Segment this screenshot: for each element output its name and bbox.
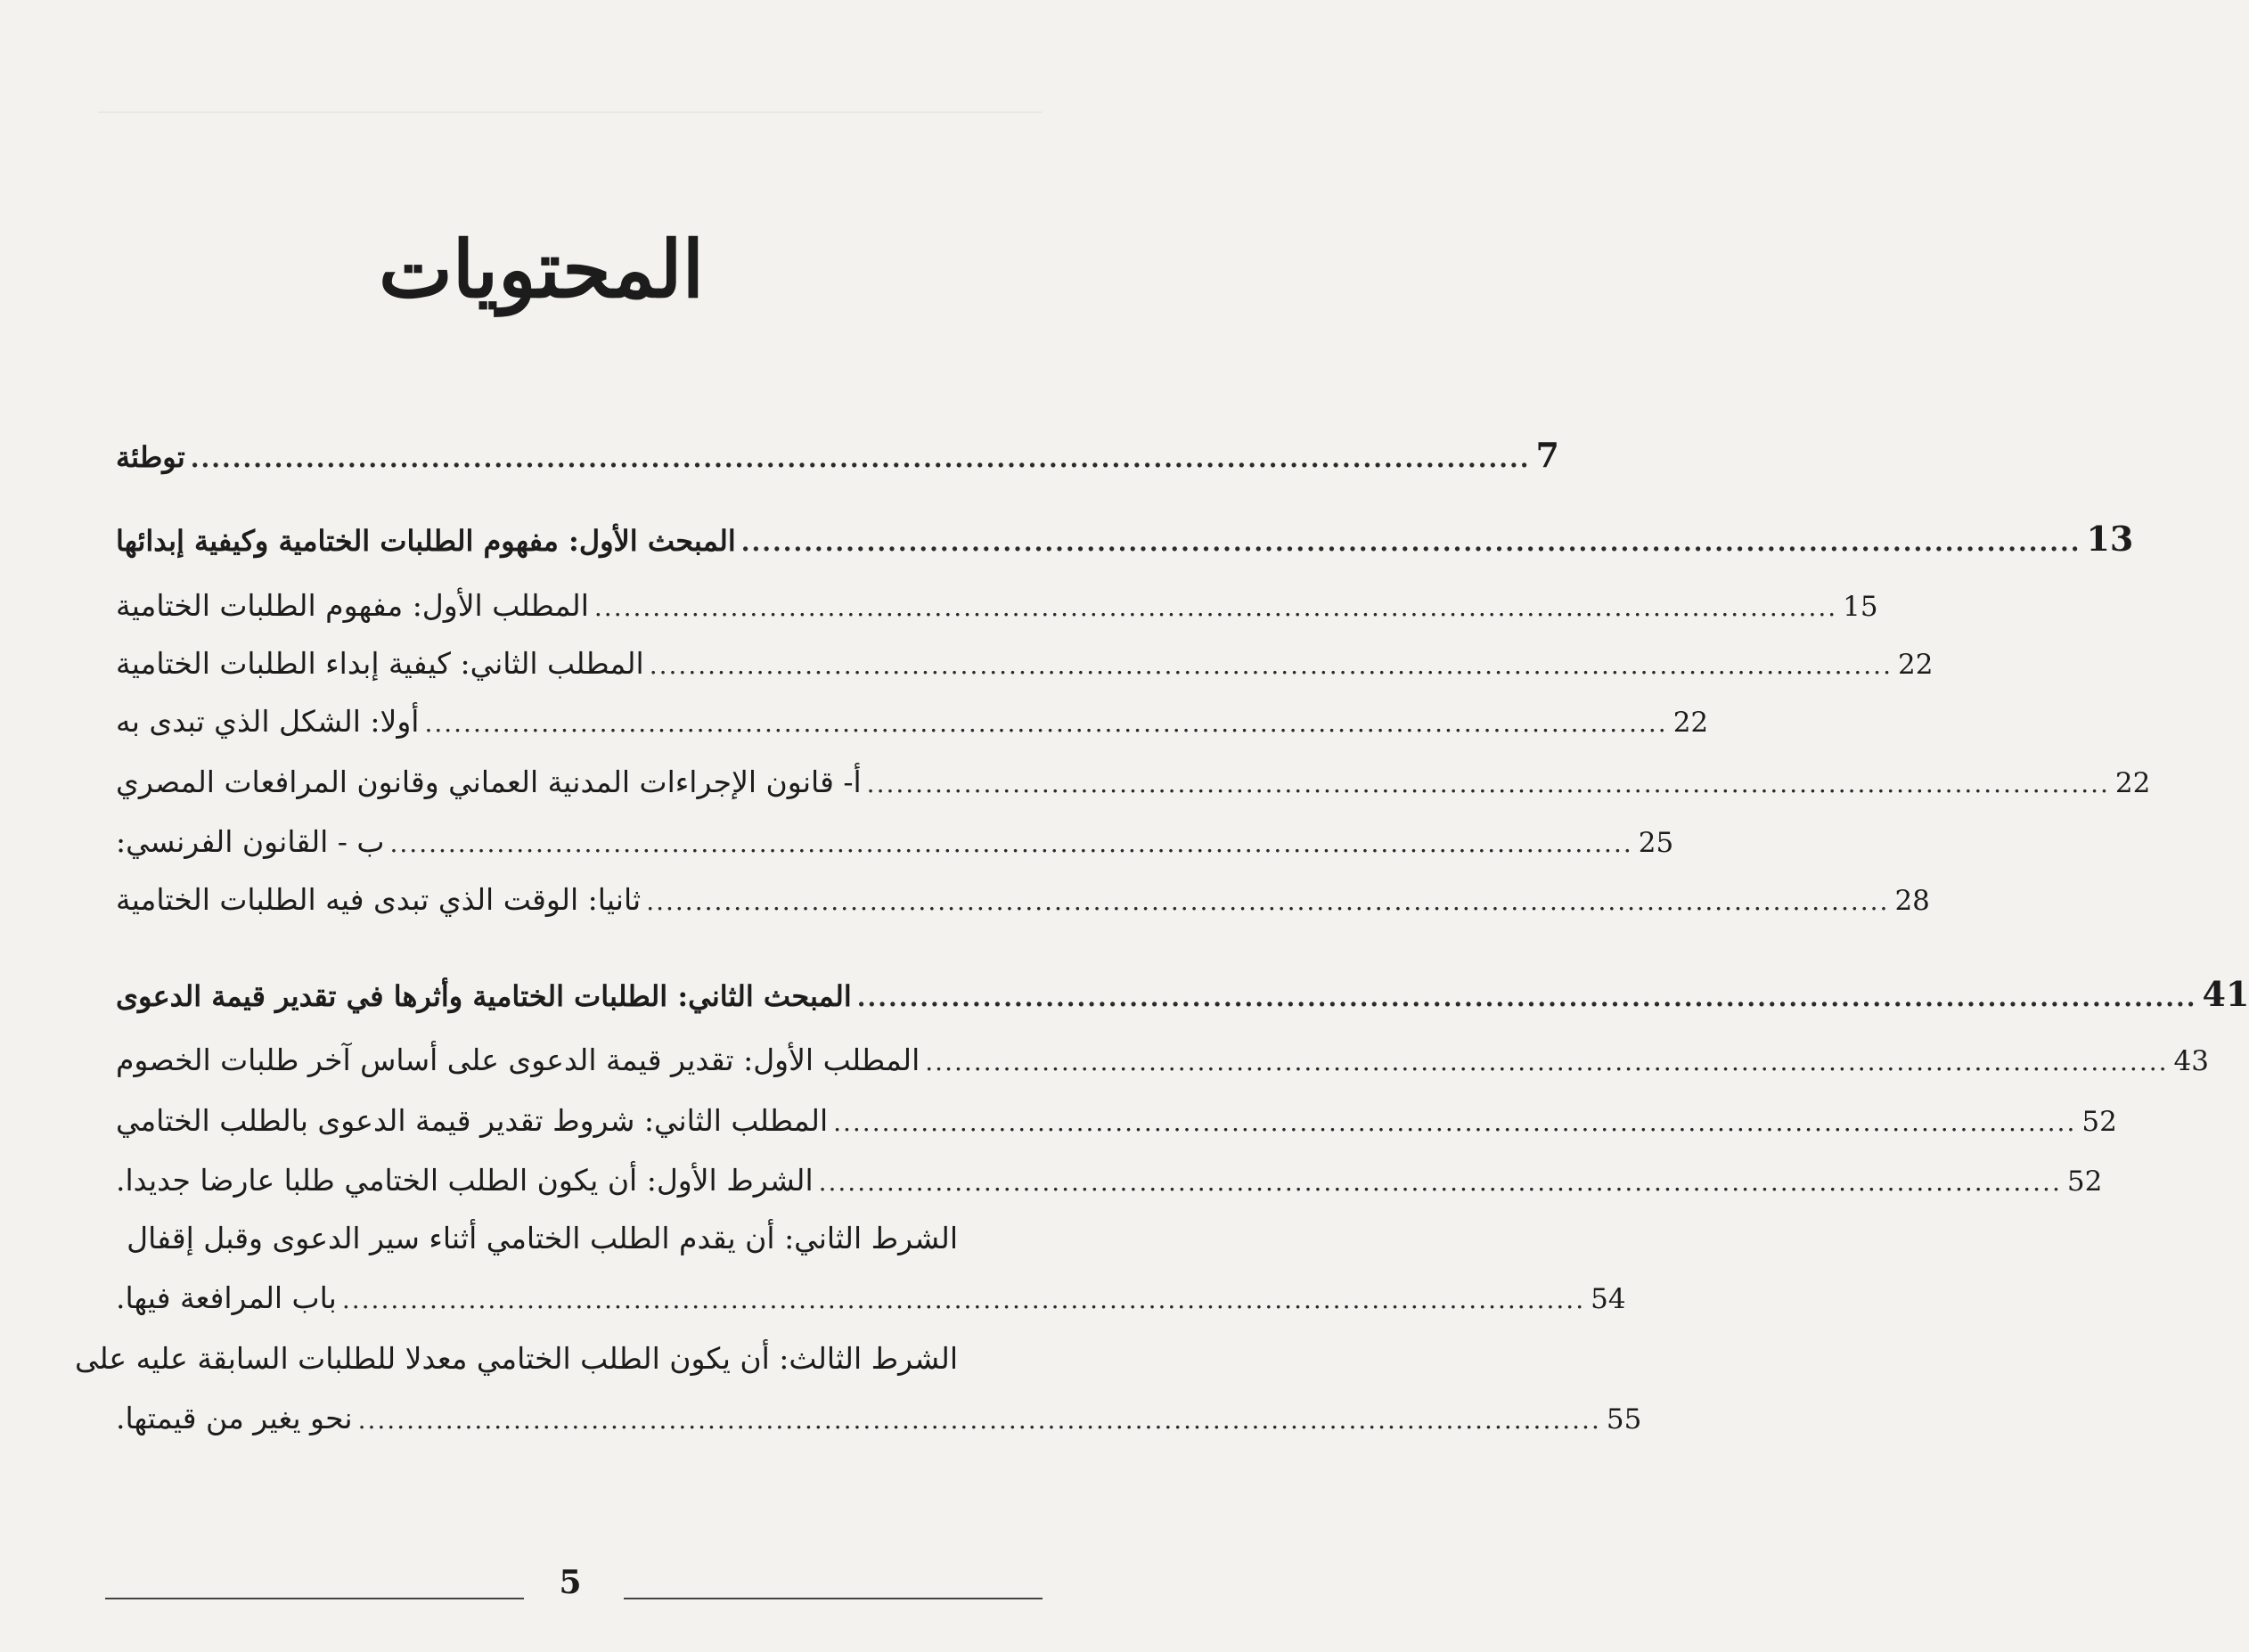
toc-entry-label: ب - القانون الفرنسي: [116,824,385,859]
toc-entry[interactable] [116,765,2151,799]
toc-entry[interactable] [116,435,1559,475]
toc-page-number: 13 [2086,519,2134,559]
toc-entry[interactable] [116,1163,2103,1198]
toc-page-number: 22 [1897,649,1934,681]
leader-dots: ................................................................................................................................ [341,1285,1586,1314]
toc-entry-continued: الشرط الثاني: أن يقدم الطلب الختامي أثناء سير الدعوى وقبل إقفال [127,1221,958,1255]
toc-entry[interactable] [116,704,1709,739]
toc-page-number: 55 [1606,1403,1642,1435]
page-number: 5 [559,1564,582,1601]
leader-dots: ................................................................................................................................ [646,887,1890,916]
leader-dots: ................................................................................................................................ [190,444,1531,473]
leader-dots: ................................................................................................................................ [818,1167,2062,1197]
toc-entry-label: أ- قانون الإجراءات المدنية العماني وقانون المرافعات المصري [116,765,862,799]
toc-page-number: 52 [2066,1165,2103,1198]
leader-dots: ................................................................................................................................ [593,593,1838,622]
leader-dots: ................................................................................................................................ [389,829,1633,858]
leader-dots: ................................................................................................................................ [357,1405,1601,1435]
toc-page-number: 28 [1894,885,1930,917]
page-title: المحتويات [378,223,705,315]
toc-page-number: 52 [2081,1106,2117,1138]
toc-entry-label: نحو يغير من قيمتها. [116,1401,353,1435]
leader-dots: ................................................................................................................................ [424,708,1668,738]
toc-entry-label: توطئة [116,440,185,474]
toc-page-number: 7 [1535,435,1559,475]
toc-entry[interactable] [116,1401,1642,1435]
toc-page-number: 41 [2202,974,2249,1014]
toc-entry[interactable] [116,1043,2209,1077]
toc-entry-label: المطلب الأول: تقدير قيمة الدعوى على أساس آخر طلبات الخصوم [116,1043,920,1077]
toc-entry[interactable] [116,974,2249,1014]
toc-page-number: 43 [2173,1045,2209,1077]
toc-entry-label: باب المرافعة فيها. [116,1280,337,1315]
toc-page-number: 54 [1591,1283,1626,1315]
toc-entry[interactable] [116,588,1878,623]
leader-dots: ................................................................................................................................ [856,983,2197,1012]
toc-entry-label: المبحث الأول: مفهوم الطلبات الختامية وكيفية إبدائها [116,524,736,558]
leader-dots: ................................................................................................................................ [740,527,2081,557]
leader-dots: ................................................................................................................................ [925,1047,2169,1076]
toc-entry[interactable] [116,1280,1626,1315]
footer-rule-right [624,1598,1043,1599]
toc-entry-continued: الشرط الثالث: أن يكون الطلب الختامي معدلا للطلبات السابقة عليه على [75,1341,958,1376]
leader-dots: ................................................................................................................................ [833,1108,2077,1137]
toc-entry[interactable] [116,882,1930,917]
toc-page-number: 22 [2114,767,2151,799]
toc-entry[interactable] [116,1103,2117,1138]
toc-entry[interactable] [116,824,1674,859]
toc-entry-label: أولا: الشكل الذي تبدى به [116,704,420,739]
leader-dots: ................................................................................................................................ [866,769,2110,798]
footer-rule-left [105,1598,524,1599]
toc-entry-label: الشرط الأول: أن يكون الطلب الختامي طلبا عارضا جديدا. [116,1163,814,1198]
toc-entry[interactable] [116,646,1934,681]
toc-entry-label: المطلب الثاني: شروط تقدير قيمة الدعوى بالطلب الختامي [116,1103,829,1138]
leader-dots: ................................................................................................................................ [649,650,1893,680]
toc-entry[interactable] [116,519,2134,559]
toc-page-number: 25 [1638,827,1674,859]
toc-entry-label: ثانيا: الوقت الذي تبدى فيه الطلبات الختامية [116,882,642,917]
toc-entry-label: المطلب الثاني: كيفية إبداء الطلبات الختامية [116,646,644,681]
toc-entry-label: المبحث الثاني: الطلبات الختامية وأثرها في تقدير قيمة الدعوى [116,979,852,1013]
toc-entry-label: المطلب الأول: مفهوم الطلبات الختامية [116,588,589,623]
toc-page-number: 15 [1843,591,1878,623]
toc-page-number: 22 [1672,707,1709,739]
